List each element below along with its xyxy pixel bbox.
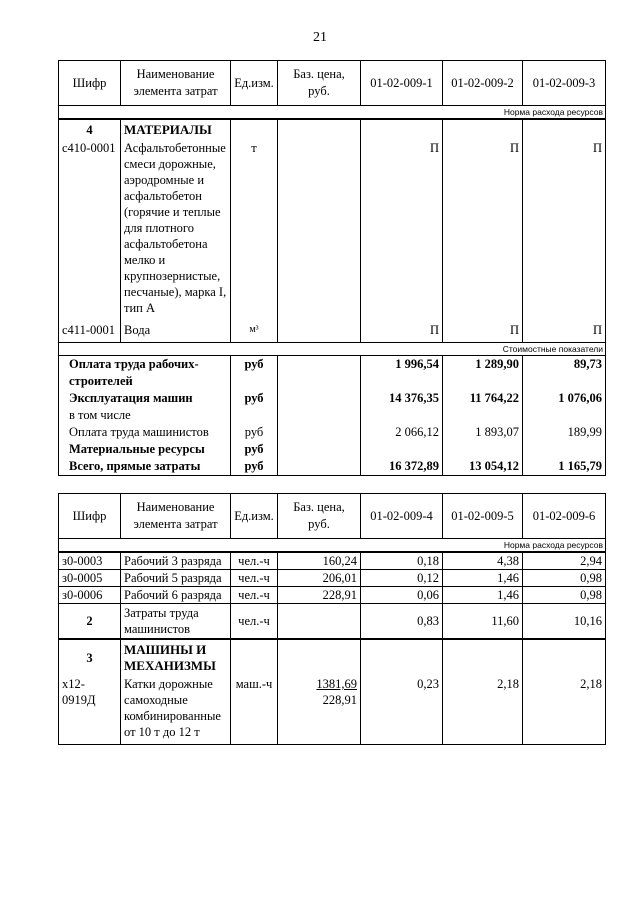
row-value-2: 4,38 bbox=[443, 552, 523, 570]
summary-unit: руб bbox=[231, 441, 278, 458]
header-price: Баз. цена, руб. bbox=[278, 494, 361, 539]
section-title: МАТЕРИАЛЫ bbox=[121, 119, 231, 139]
summary-value-3: 89,73 bbox=[523, 356, 606, 391]
summary-value-2: 1 289,90 bbox=[443, 356, 523, 391]
summary-value-2: 1 893,07 bbox=[443, 424, 523, 441]
row-code: з0-0003 bbox=[59, 552, 121, 570]
header-code: Шифр bbox=[59, 494, 121, 539]
summary-row bbox=[59, 458, 606, 476]
table-row bbox=[59, 587, 606, 604]
band-cost-label: Стоимостные показатели bbox=[59, 343, 606, 356]
row-code: з0-0005 bbox=[59, 570, 121, 587]
labor-row bbox=[59, 604, 606, 640]
section-title: МАШИНЫ И МЕХАНИЗМЫ bbox=[121, 639, 231, 675]
summary-value-3 bbox=[523, 407, 606, 424]
summary-value-2 bbox=[443, 441, 523, 458]
summary-name: Оплата труда машинистов bbox=[59, 424, 231, 441]
section-code: 4 bbox=[59, 119, 121, 139]
summary-row bbox=[59, 356, 606, 391]
machine-value-3: 2,18 bbox=[523, 675, 606, 745]
header-unit: Ед.изм. bbox=[231, 61, 278, 106]
machine-name: Катки дорожные самоходные комбинированные от 10 т до 12 т bbox=[121, 675, 231, 745]
resource-table-2 bbox=[58, 493, 606, 745]
row-price: 206,01 bbox=[278, 570, 361, 587]
summary-value-3 bbox=[523, 441, 606, 458]
summary-unit: руб bbox=[231, 424, 278, 441]
summary-value-3: 189,99 bbox=[523, 424, 606, 441]
summary-unit: руб bbox=[231, 458, 278, 476]
row-value-3: П bbox=[523, 321, 606, 343]
labor-unit: чел.-ч bbox=[231, 604, 278, 640]
header-col-1: 01-02-009-1 bbox=[361, 61, 443, 106]
row-unit: м³ bbox=[231, 321, 278, 343]
machine-price-bottom: 228,91 bbox=[322, 693, 357, 707]
table-row bbox=[59, 552, 606, 570]
summary-name: в том числе bbox=[59, 407, 231, 424]
summary-unit: руб bbox=[231, 356, 278, 391]
section-row bbox=[59, 639, 606, 675]
row-price: 228,91 bbox=[278, 587, 361, 604]
header-name: Наименование элемента затрат bbox=[121, 61, 231, 106]
row-value-3: 0,98 bbox=[523, 570, 606, 587]
row-value-3: П bbox=[523, 139, 606, 321]
machine-value-1: 0,23 bbox=[361, 675, 443, 745]
section-code: 3 bbox=[59, 639, 121, 675]
row-value-2: П bbox=[443, 321, 523, 343]
summary-value-1: 16 372,89 bbox=[361, 458, 443, 476]
summary-name: Эксплуатация машин bbox=[59, 390, 231, 407]
band-row bbox=[59, 539, 606, 553]
row-unit: чел.-ч bbox=[231, 587, 278, 604]
row-value-2: П bbox=[443, 139, 523, 321]
band-row bbox=[59, 106, 606, 120]
labor-value-2: 11,60 bbox=[443, 604, 523, 640]
summary-value-1: 1 996,54 bbox=[361, 356, 443, 391]
summary-value-2: 11 764,22 bbox=[443, 390, 523, 407]
row-name: Вода bbox=[121, 321, 231, 343]
row-unit: чел.-ч bbox=[231, 570, 278, 587]
row-price bbox=[278, 321, 361, 343]
header-col-3: 01-02-009-6 bbox=[523, 494, 606, 539]
header-col-1: 01-02-009-4 bbox=[361, 494, 443, 539]
table-header-row bbox=[59, 494, 606, 539]
header-name: Наименование элемента затрат bbox=[121, 494, 231, 539]
summary-value-2: 13 054,12 bbox=[443, 458, 523, 476]
row-code: с411-0001 bbox=[59, 321, 121, 343]
summary-value-1: 2 066,12 bbox=[361, 424, 443, 441]
labor-code: 2 bbox=[59, 604, 121, 640]
summary-row bbox=[59, 424, 606, 441]
row-price bbox=[278, 139, 361, 321]
header-code: Шифр bbox=[59, 61, 121, 106]
table-header-row bbox=[59, 61, 606, 106]
band-row bbox=[59, 343, 606, 356]
band-norm-label: Норма расхода ресурсов bbox=[59, 106, 606, 120]
row-code: з0-0006 bbox=[59, 587, 121, 604]
header-unit: Ед.изм. bbox=[231, 494, 278, 539]
summary-row bbox=[59, 390, 606, 407]
row-code: с410-0001 bbox=[59, 139, 121, 321]
section-row bbox=[59, 119, 606, 139]
row-value-1: 0,18 bbox=[361, 552, 443, 570]
header-col-3: 01-02-009-3 bbox=[523, 61, 606, 106]
labor-value-3: 10,16 bbox=[523, 604, 606, 640]
row-value-2: 1,46 bbox=[443, 570, 523, 587]
header-col-2: 01-02-009-2 bbox=[443, 61, 523, 106]
header-col-2: 01-02-009-5 bbox=[443, 494, 523, 539]
table-row bbox=[59, 321, 606, 343]
labor-name: Затраты труда машинистов bbox=[121, 604, 231, 640]
summary-value-1 bbox=[361, 407, 443, 424]
row-name: Рабочий 3 разряда bbox=[121, 552, 231, 570]
summary-row bbox=[59, 441, 606, 458]
summary-value-3: 1 076,06 bbox=[523, 390, 606, 407]
resource-table-1 bbox=[58, 60, 606, 476]
table-row bbox=[59, 139, 606, 321]
machine-row bbox=[59, 675, 606, 745]
machine-unit: маш.-ч bbox=[231, 675, 278, 745]
labor-value-1: 0,83 bbox=[361, 604, 443, 640]
table-row bbox=[59, 570, 606, 587]
row-value-1: П bbox=[361, 321, 443, 343]
summary-row bbox=[59, 407, 606, 424]
summary-value-3: 1 165,79 bbox=[523, 458, 606, 476]
page-number: 21 bbox=[313, 30, 327, 45]
row-price: 160,24 bbox=[278, 552, 361, 570]
row-value-1: 0,06 bbox=[361, 587, 443, 604]
machine-code: х12-0919Д bbox=[59, 675, 121, 745]
row-name: Рабочий 6 разряда bbox=[121, 587, 231, 604]
machine-price-top: 1381,69 bbox=[316, 677, 357, 691]
summary-unit bbox=[231, 407, 278, 424]
summary-name: Всего, прямые затраты bbox=[59, 458, 231, 476]
summary-value-1 bbox=[361, 441, 443, 458]
row-value-1: 0,12 bbox=[361, 570, 443, 587]
row-value-1: П bbox=[361, 139, 443, 321]
row-name: Асфальтобетонные смеси дорожные, аэродромные и асфальтобетон (горячие и теплые для плотного асфальтобетона мелко и крупнозернистые, песчаные), марка I, тип А bbox=[121, 139, 231, 321]
summary-name: Оплата труда рабочих-строителей bbox=[59, 356, 231, 391]
row-value-2: 1,46 bbox=[443, 587, 523, 604]
band-norm-label: Норма расхода ресурсов bbox=[59, 539, 606, 553]
row-value-3: 0,98 bbox=[523, 587, 606, 604]
machine-value-2: 2,18 bbox=[443, 675, 523, 745]
header-price: Баз. цена, руб. bbox=[278, 61, 361, 106]
summary-name: Материальные ресурсы bbox=[59, 441, 231, 458]
summary-unit: руб bbox=[231, 390, 278, 407]
row-value-3: 2,94 bbox=[523, 552, 606, 570]
summary-value-1: 14 376,35 bbox=[361, 390, 443, 407]
summary-value-2 bbox=[443, 407, 523, 424]
row-name: Рабочий 5 разряда bbox=[121, 570, 231, 587]
machine-price bbox=[278, 675, 361, 745]
row-unit: т bbox=[231, 139, 278, 321]
row-unit: чел.-ч bbox=[231, 552, 278, 570]
